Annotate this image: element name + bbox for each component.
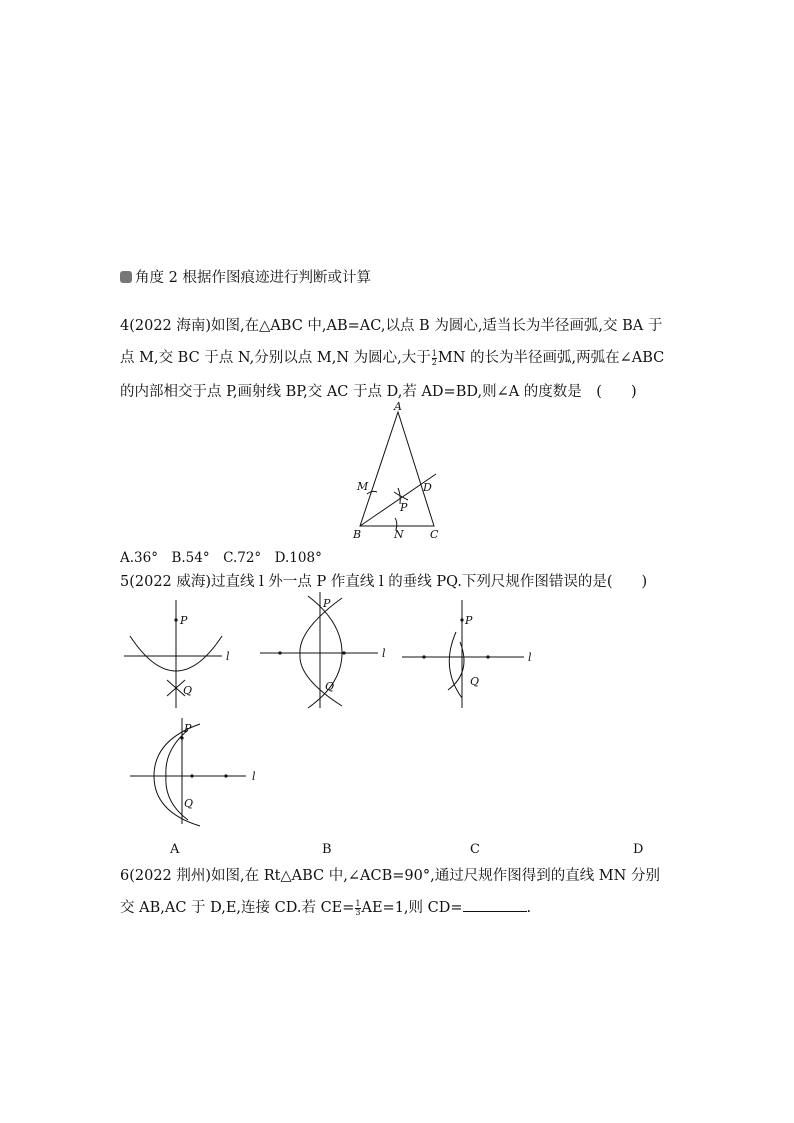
q6-line-1: 6(2022 荆州)如图,在 Rt△ABC 中,∠ACB=90°,通过尺规作图得到的直线 MN 分别 <box>120 868 660 884</box>
point-b <box>342 651 345 654</box>
label-n: N <box>394 528 404 541</box>
q5-figure-a <box>120 598 240 710</box>
q6-line-end: . <box>526 900 532 916</box>
q5-figure-c <box>400 598 540 710</box>
q4-line-2a: 点 M,交 BC 于点 N,分别以点 M,N 为圆心,大于 <box>120 350 431 366</box>
arc-p1 <box>394 492 408 500</box>
q4-line-3: 的内部相交于点 P,画射线 BP,交 AC 于点 D,若 AD=BD,则∠A 的度数是 ( ) <box>120 384 637 400</box>
q6-answer-blank[interactable] <box>463 899 527 912</box>
q5-line-1: 5(2022 威海)过直线 l 外一点 P 作直线 l 的垂线 PQ.下列尺规作图错误的是( ) <box>120 574 648 590</box>
label-q: Q <box>184 797 194 810</box>
point-p <box>460 618 463 621</box>
point-a <box>422 655 425 658</box>
label-p: P <box>184 722 192 735</box>
arc-left <box>300 598 342 706</box>
q4-frac-den: 2 <box>431 357 437 367</box>
label-b: B <box>353 528 362 541</box>
point-p <box>174 618 177 621</box>
point-a <box>278 651 281 654</box>
label-q: Q <box>325 680 335 693</box>
section-header <box>120 266 371 287</box>
q4-line-2 <box>120 346 664 367</box>
arc-m <box>367 491 377 494</box>
q6-fraction <box>355 900 360 917</box>
label-a: A <box>394 400 402 413</box>
point-b <box>224 774 227 777</box>
q5-figure-b <box>258 592 398 710</box>
label-d: D <box>423 481 432 494</box>
q4-line-1: 4(2022 海南)如图,在△ABC 中,AB=AC,以点 B 为圆心,适当长为半径画弧,交 BA 于 <box>120 318 663 334</box>
q4-triangle-figure <box>340 400 460 545</box>
label-p: P <box>465 614 473 627</box>
section-marker-icon <box>120 271 132 283</box>
label-c: C <box>430 528 439 541</box>
label-l: l <box>382 647 386 660</box>
q6-line-2a: 交 AB,AC 于 D,E,连接 CD.若 CE= <box>120 900 355 916</box>
label-q: Q <box>183 684 193 697</box>
label-m: M <box>357 480 369 493</box>
label-q: Q <box>470 675 480 688</box>
q6-line-2 <box>120 896 531 917</box>
label-p: P <box>323 597 331 610</box>
point-b <box>486 655 489 658</box>
point-p <box>180 736 183 739</box>
label-p: P <box>180 614 188 627</box>
arc-1 <box>449 632 462 698</box>
point-a <box>190 774 193 777</box>
q5-figure-d <box>128 716 268 830</box>
q4-line-2b: MN 的长为半径画弧,两弧在∠ABC <box>437 350 665 366</box>
q6-line-2b: AE=1,则 CD= <box>361 900 463 916</box>
label-p: P <box>400 501 408 514</box>
q5-option-c: C <box>470 842 480 857</box>
q4-fraction <box>432 350 437 367</box>
q5-option-a: A <box>170 842 180 857</box>
triangle-abc <box>360 412 434 526</box>
label-l: l <box>252 770 256 783</box>
label-l: l <box>226 650 230 663</box>
section-label: 角度 2 根据作图痕迹进行判断或计算 <box>135 270 371 286</box>
q5-option-d: D <box>633 842 644 857</box>
q5-option-b: B <box>322 842 332 857</box>
q6-frac-num: 1 <box>355 898 361 908</box>
q6-frac-den: 3 <box>355 907 361 917</box>
q4-frac-num: 1 <box>431 348 437 358</box>
q4-options: A.36° B.54° C.72° D.108° <box>120 550 322 566</box>
label-l: l <box>528 651 532 664</box>
